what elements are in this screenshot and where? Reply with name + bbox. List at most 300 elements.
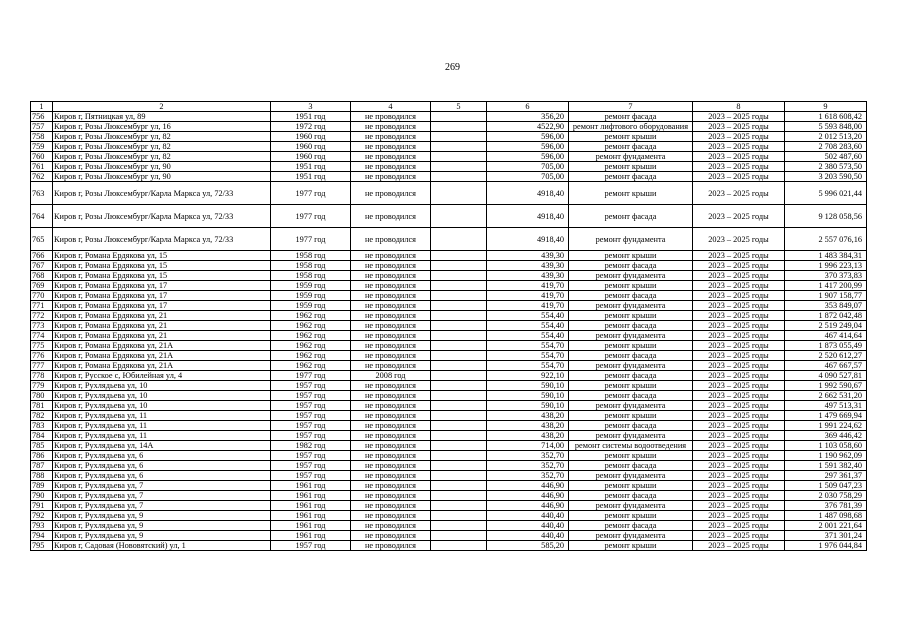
row-number-cell: 789	[31, 481, 53, 491]
address-cell: Киров г, Розы Люксембург/Карла Маркса ул, 72/33	[53, 182, 271, 205]
area-cell: 596,00	[487, 142, 569, 152]
column-5-cell	[431, 461, 487, 471]
period-cell: 2023 – 2025 годы	[693, 471, 785, 481]
period-cell: 2023 – 2025 годы	[693, 205, 785, 228]
build-year-cell: 1961 год	[271, 521, 351, 531]
period-cell: 2023 – 2025 годы	[693, 142, 785, 152]
row-number-cell: 764	[31, 205, 53, 228]
table-row	[31, 381, 867, 391]
table-row	[31, 471, 867, 481]
build-year-cell: 1958 год	[271, 271, 351, 281]
period-cell: 2023 – 2025 годы	[693, 341, 785, 351]
row-number-cell: 760	[31, 152, 53, 162]
address-cell: Киров г, Романа Ердякова ул, 15	[53, 251, 271, 261]
last-repair-cell: не проводился	[351, 541, 431, 551]
work-type-cell: ремонт фундамента	[569, 152, 693, 162]
column-number-cell: 6	[487, 102, 569, 112]
row-number-cell: 795	[31, 541, 53, 551]
cost-cell: 467 414,64	[785, 331, 867, 341]
work-type-cell: ремонт крыши	[569, 451, 693, 461]
column-5-cell	[431, 371, 487, 381]
column-5-cell	[431, 281, 487, 291]
column-5-cell	[431, 162, 487, 172]
column-number-cell: 9	[785, 102, 867, 112]
address-cell: Киров г, Розы Люксембург ул, 90	[53, 162, 271, 172]
work-type-cell: ремонт крыши	[569, 281, 693, 291]
build-year-cell: 1961 год	[271, 491, 351, 501]
row-number-cell: 782	[31, 411, 53, 421]
build-year-cell: 1957 год	[271, 401, 351, 411]
area-cell: 705,00	[487, 172, 569, 182]
table-row	[31, 311, 867, 321]
period-cell: 2023 – 2025 годы	[693, 271, 785, 281]
last-repair-cell: не проводился	[351, 531, 431, 541]
column-5-cell	[431, 112, 487, 122]
period-cell: 2023 – 2025 годы	[693, 441, 785, 451]
area-cell: 554,70	[487, 351, 569, 361]
build-year-cell: 1962 год	[271, 341, 351, 351]
cost-cell: 2 708 283,60	[785, 142, 867, 152]
cost-cell: 2 030 758,29	[785, 491, 867, 501]
period-cell: 2023 – 2025 годы	[693, 511, 785, 521]
work-type-cell: ремонт фундамента	[569, 531, 693, 541]
address-cell: Киров г, Рухлядьева ул, 10	[53, 381, 271, 391]
row-number-cell: 778	[31, 371, 53, 381]
build-year-cell: 1961 год	[271, 501, 351, 511]
build-year-cell: 1962 год	[271, 331, 351, 341]
table-row	[31, 481, 867, 491]
last-repair-cell: не проводился	[351, 311, 431, 321]
last-repair-cell: не проводился	[351, 471, 431, 481]
cost-cell: 371 301,24	[785, 531, 867, 541]
work-type-cell: ремонт фундамента	[569, 301, 693, 311]
address-cell: Киров г, Романа Ердякова ул, 21	[53, 331, 271, 341]
last-repair-cell: не проводился	[351, 411, 431, 421]
column-5-cell	[431, 341, 487, 351]
address-cell: Киров г, Розы Люксембург/Карла Маркса ул, 72/33	[53, 205, 271, 228]
period-cell: 2023 – 2025 годы	[693, 132, 785, 142]
cost-cell: 369 446,42	[785, 431, 867, 441]
table-row	[31, 122, 867, 132]
last-repair-cell: не проводился	[351, 251, 431, 261]
address-cell: Киров г, Романа Ердякова ул, 17	[53, 301, 271, 311]
column-5-cell	[431, 228, 487, 251]
build-year-cell: 1982 год	[271, 441, 351, 451]
cost-cell: 1 872 042,48	[785, 311, 867, 321]
row-number-cell: 779	[31, 381, 53, 391]
last-repair-cell: не проводился	[351, 281, 431, 291]
address-cell: Киров г, Пятницкая ул, 89	[53, 112, 271, 122]
build-year-cell: 1972 год	[271, 122, 351, 132]
cost-cell: 497 513,31	[785, 401, 867, 411]
cost-cell: 2 520 612,27	[785, 351, 867, 361]
column-5-cell	[431, 481, 487, 491]
table-row	[31, 541, 867, 551]
row-number-cell: 773	[31, 321, 53, 331]
table-row	[31, 291, 867, 301]
area-cell: 352,70	[487, 471, 569, 481]
build-year-cell: 1957 год	[271, 471, 351, 481]
column-number-cell: 8	[693, 102, 785, 112]
cost-cell: 376 781,39	[785, 501, 867, 511]
address-cell: Киров г, Рухлядьева ул, 11	[53, 411, 271, 421]
column-5-cell	[431, 331, 487, 341]
work-type-cell: ремонт крыши	[569, 541, 693, 551]
last-repair-cell: не проводился	[351, 271, 431, 281]
address-cell: Киров г, Садовая (Нововятский) ул, 1	[53, 541, 271, 551]
build-year-cell: 1958 год	[271, 261, 351, 271]
cost-cell: 1 483 384,31	[785, 251, 867, 261]
last-repair-cell: не проводился	[351, 501, 431, 511]
build-year-cell: 1957 год	[271, 451, 351, 461]
area-cell: 590,10	[487, 381, 569, 391]
column-5-cell	[431, 531, 487, 541]
cost-cell: 1 103 058,60	[785, 441, 867, 451]
table-row	[31, 461, 867, 471]
cost-cell: 1 991 224,62	[785, 421, 867, 431]
table-row	[31, 511, 867, 521]
build-year-cell: 1957 год	[271, 411, 351, 421]
work-type-cell: ремонт фасада	[569, 491, 693, 501]
address-cell: Киров г, Рухлядьева ул, 7	[53, 481, 271, 491]
area-cell: 438,20	[487, 411, 569, 421]
period-cell: 2023 – 2025 годы	[693, 261, 785, 271]
table-row	[31, 271, 867, 281]
column-5-cell	[431, 401, 487, 411]
column-number-cell: 3	[271, 102, 351, 112]
row-number-cell: 780	[31, 391, 53, 401]
address-cell: Киров г, Розы Люксембург ул, 82	[53, 152, 271, 162]
column-5-cell	[431, 471, 487, 481]
period-cell: 2023 – 2025 годы	[693, 152, 785, 162]
row-number-cell: 792	[31, 511, 53, 521]
area-cell: 419,70	[487, 301, 569, 311]
address-cell: Киров г, Рухлядьева ул, 10	[53, 401, 271, 411]
work-type-cell: ремонт фундамента	[569, 431, 693, 441]
cost-cell: 1 618 608,42	[785, 112, 867, 122]
column-5-cell	[431, 142, 487, 152]
last-repair-cell: не проводился	[351, 441, 431, 451]
column-number-cell: 7	[569, 102, 693, 112]
column-5-cell	[431, 411, 487, 421]
last-repair-cell: не проводился	[351, 361, 431, 371]
last-repair-cell: не проводился	[351, 401, 431, 411]
table-row	[31, 531, 867, 541]
last-repair-cell: не проводился	[351, 291, 431, 301]
build-year-cell: 1962 год	[271, 351, 351, 361]
cost-cell: 5 593 848,00	[785, 122, 867, 132]
column-number-row	[31, 102, 867, 112]
build-year-cell: 1977 год	[271, 182, 351, 205]
area-cell: 438,20	[487, 431, 569, 441]
table-row	[31, 491, 867, 501]
period-cell: 2023 – 2025 годы	[693, 541, 785, 551]
cost-cell: 1 873 055,49	[785, 341, 867, 351]
work-type-cell: ремонт фасада	[569, 421, 693, 431]
row-number-cell: 763	[31, 182, 53, 205]
row-number-cell: 761	[31, 162, 53, 172]
build-year-cell: 1977 год	[271, 371, 351, 381]
column-5-cell	[431, 421, 487, 431]
address-cell: Киров г, Рухлядьева ул, 6	[53, 461, 271, 471]
row-number-cell: 768	[31, 271, 53, 281]
column-5-cell	[431, 172, 487, 182]
last-repair-cell: не проводился	[351, 491, 431, 501]
work-type-cell: ремонт фасада	[569, 172, 693, 182]
address-cell: Киров г, Романа Ердякова ул, 15	[53, 261, 271, 271]
last-repair-cell: не проводился	[351, 142, 431, 152]
area-cell: 446,90	[487, 501, 569, 511]
address-cell: Киров г, Рухлядьева ул, 6	[53, 451, 271, 461]
build-year-cell: 1961 год	[271, 511, 351, 521]
last-repair-cell: не проводился	[351, 341, 431, 351]
area-cell: 440,40	[487, 521, 569, 531]
column-5-cell	[431, 361, 487, 371]
column-5-cell	[431, 441, 487, 451]
table-row	[31, 391, 867, 401]
last-repair-cell: не проводился	[351, 162, 431, 172]
area-cell: 446,90	[487, 481, 569, 491]
period-cell: 2023 – 2025 годы	[693, 172, 785, 182]
cost-cell: 370 373,83	[785, 271, 867, 281]
address-cell: Киров г, Романа Ердякова ул, 21А	[53, 351, 271, 361]
work-type-cell: ремонт фундамента	[569, 228, 693, 251]
address-cell: Киров г, Романа Ердякова ул, 21	[53, 321, 271, 331]
work-type-cell: ремонт фасада	[569, 521, 693, 531]
row-number-cell: 781	[31, 401, 53, 411]
last-repair-cell: не проводился	[351, 451, 431, 461]
period-cell: 2023 – 2025 годы	[693, 381, 785, 391]
area-cell: 440,40	[487, 531, 569, 541]
column-5-cell	[431, 541, 487, 551]
build-year-cell: 1977 год	[271, 228, 351, 251]
table-row	[31, 321, 867, 331]
work-type-cell: ремонт фасада	[569, 391, 693, 401]
address-cell: Киров г, Розы Люксембург ул, 82	[53, 142, 271, 152]
row-number-cell: 769	[31, 281, 53, 291]
row-number-cell: 765	[31, 228, 53, 251]
cost-cell: 1 509 047,23	[785, 481, 867, 491]
work-type-cell: ремонт фундамента	[569, 471, 693, 481]
cost-cell: 4 090 527,81	[785, 371, 867, 381]
period-cell: 2023 – 2025 годы	[693, 301, 785, 311]
row-number-cell: 774	[31, 331, 53, 341]
work-type-cell: ремонт крыши	[569, 311, 693, 321]
column-number-cell: 5	[431, 102, 487, 112]
column-5-cell	[431, 122, 487, 132]
build-year-cell: 1957 год	[271, 541, 351, 551]
area-cell: 438,20	[487, 421, 569, 431]
address-cell: Киров г, Романа Ердякова ул, 15	[53, 271, 271, 281]
area-cell: 590,10	[487, 391, 569, 401]
last-repair-cell: не проводился	[351, 132, 431, 142]
last-repair-cell: не проводился	[351, 521, 431, 531]
cost-cell: 1 992 590,67	[785, 381, 867, 391]
cost-cell: 2 557 076,16	[785, 228, 867, 251]
work-type-cell: ремонт фундамента	[569, 331, 693, 341]
work-type-cell: ремонт лифтового оборудования	[569, 122, 693, 132]
period-cell: 2023 – 2025 годы	[693, 182, 785, 205]
column-5-cell	[431, 152, 487, 162]
address-cell: Киров г, Рухлядьева ул, 9	[53, 521, 271, 531]
area-cell: 4918,40	[487, 182, 569, 205]
work-type-cell: ремонт системы водоотведения	[569, 441, 693, 451]
period-cell: 2023 – 2025 годы	[693, 162, 785, 172]
area-cell: 440,40	[487, 511, 569, 521]
area-cell: 705,00	[487, 162, 569, 172]
table-row	[31, 411, 867, 421]
build-year-cell: 1961 год	[271, 531, 351, 541]
last-repair-cell: не проводился	[351, 321, 431, 331]
build-year-cell: 1959 год	[271, 301, 351, 311]
build-year-cell: 1951 год	[271, 162, 351, 172]
column-5-cell	[431, 261, 487, 271]
build-year-cell: 1962 год	[271, 361, 351, 371]
area-cell: 596,00	[487, 152, 569, 162]
table-row	[31, 142, 867, 152]
column-5-cell	[431, 511, 487, 521]
column-5-cell	[431, 251, 487, 261]
column-5-cell	[431, 301, 487, 311]
table-row	[31, 132, 867, 142]
cost-cell: 9 128 058,56	[785, 205, 867, 228]
last-repair-cell: не проводился	[351, 511, 431, 521]
period-cell: 2023 – 2025 годы	[693, 291, 785, 301]
area-cell: 356,20	[487, 112, 569, 122]
column-number-cell: 2	[53, 102, 271, 112]
area-cell: 352,70	[487, 451, 569, 461]
area-cell: 585,20	[487, 541, 569, 551]
column-5-cell	[431, 521, 487, 531]
last-repair-cell: не проводился	[351, 112, 431, 122]
build-year-cell: 1960 год	[271, 152, 351, 162]
table-row	[31, 431, 867, 441]
period-cell: 2023 – 2025 годы	[693, 311, 785, 321]
cost-cell: 1 996 223,13	[785, 261, 867, 271]
work-type-cell: ремонт фундамента	[569, 501, 693, 511]
table-row	[31, 341, 867, 351]
period-cell: 2023 – 2025 годы	[693, 251, 785, 261]
period-cell: 2023 – 2025 годы	[693, 361, 785, 371]
address-cell: Киров г, Рухлядьева ул, 11	[53, 421, 271, 431]
period-cell: 2023 – 2025 годы	[693, 391, 785, 401]
area-cell: 590,10	[487, 401, 569, 411]
table-row	[31, 182, 867, 205]
work-type-cell: ремонт фасада	[569, 112, 693, 122]
build-year-cell: 1957 год	[271, 461, 351, 471]
cost-cell: 1 591 382,40	[785, 461, 867, 471]
row-number-cell: 786	[31, 451, 53, 461]
address-cell: Киров г, Русское с, Юбилейная ул, 4	[53, 371, 271, 381]
last-repair-cell: не проводился	[351, 421, 431, 431]
row-number-cell: 785	[31, 441, 53, 451]
address-cell: Киров г, Рухлядьева ул, 7	[53, 491, 271, 501]
cost-cell: 502 487,60	[785, 152, 867, 162]
last-repair-cell: не проводился	[351, 391, 431, 401]
area-cell: 419,70	[487, 281, 569, 291]
cost-cell: 2 001 221,64	[785, 521, 867, 531]
area-cell: 554,70	[487, 341, 569, 351]
build-year-cell: 1960 год	[271, 142, 351, 152]
row-number-cell: 784	[31, 431, 53, 441]
last-repair-cell: 2008 год	[351, 371, 431, 381]
address-cell: Киров г, Рухлядьева ул, 7	[53, 501, 271, 511]
page-number: 269	[445, 62, 460, 73]
column-5-cell	[431, 321, 487, 331]
column-number-cell: 1	[31, 102, 53, 112]
last-repair-cell: не проводился	[351, 481, 431, 491]
area-cell: 4522,90	[487, 122, 569, 132]
row-number-cell: 775	[31, 341, 53, 351]
cost-cell: 1 976 044,84	[785, 541, 867, 551]
address-cell: Киров г, Рухлядьева ул, 10	[53, 391, 271, 401]
period-cell: 2023 – 2025 годы	[693, 481, 785, 491]
address-cell: Киров г, Романа Ердякова ул, 17	[53, 281, 271, 291]
table-row	[31, 451, 867, 461]
cost-cell: 2 012 513,20	[785, 132, 867, 142]
table-row	[31, 421, 867, 431]
column-5-cell	[431, 491, 487, 501]
work-type-cell: ремонт крыши	[569, 162, 693, 172]
row-number-cell: 771	[31, 301, 53, 311]
period-cell: 2023 – 2025 годы	[693, 228, 785, 251]
cost-cell: 2 662 531,20	[785, 391, 867, 401]
area-cell: 714,00	[487, 441, 569, 451]
area-cell: 352,70	[487, 461, 569, 471]
row-number-cell: 790	[31, 491, 53, 501]
table-row	[31, 361, 867, 371]
address-cell: Киров г, Розы Люксембург ул, 90	[53, 172, 271, 182]
cost-cell: 1 487 098,68	[785, 511, 867, 521]
row-number-cell: 794	[31, 531, 53, 541]
address-cell: Киров г, Романа Ердякова ул, 17	[53, 291, 271, 301]
table-row	[31, 351, 867, 361]
address-cell: Киров г, Розы Люксембург ул, 16	[53, 122, 271, 132]
row-number-cell: 772	[31, 311, 53, 321]
last-repair-cell: не проводился	[351, 261, 431, 271]
last-repair-cell: не проводился	[351, 172, 431, 182]
table-row	[31, 261, 867, 271]
work-type-cell: ремонт фасада	[569, 142, 693, 152]
last-repair-cell: не проводился	[351, 152, 431, 162]
row-number-cell: 766	[31, 251, 53, 261]
row-number-cell: 770	[31, 291, 53, 301]
last-repair-cell: не проводился	[351, 381, 431, 391]
work-type-cell: ремонт фасада	[569, 205, 693, 228]
row-number-cell: 756	[31, 112, 53, 122]
work-type-cell: ремонт крыши	[569, 381, 693, 391]
row-number-cell: 762	[31, 172, 53, 182]
build-year-cell: 1957 год	[271, 421, 351, 431]
period-cell: 2023 – 2025 годы	[693, 112, 785, 122]
cost-cell: 297 361,37	[785, 471, 867, 481]
address-cell: Киров г, Романа Ердякова ул, 21А	[53, 361, 271, 371]
work-type-cell: ремонт крыши	[569, 341, 693, 351]
area-cell: 4918,40	[487, 205, 569, 228]
period-cell: 2023 – 2025 годы	[693, 331, 785, 341]
table-row	[31, 152, 867, 162]
row-number-cell: 776	[31, 351, 53, 361]
period-cell: 2023 – 2025 годы	[693, 351, 785, 361]
build-year-cell: 1962 год	[271, 311, 351, 321]
work-type-cell: ремонт крыши	[569, 511, 693, 521]
column-5-cell	[431, 132, 487, 142]
table-row	[31, 371, 867, 381]
period-cell: 2023 – 2025 годы	[693, 451, 785, 461]
row-number-cell: 759	[31, 142, 53, 152]
repair-schedule-table	[30, 101, 867, 551]
table-row	[31, 228, 867, 251]
